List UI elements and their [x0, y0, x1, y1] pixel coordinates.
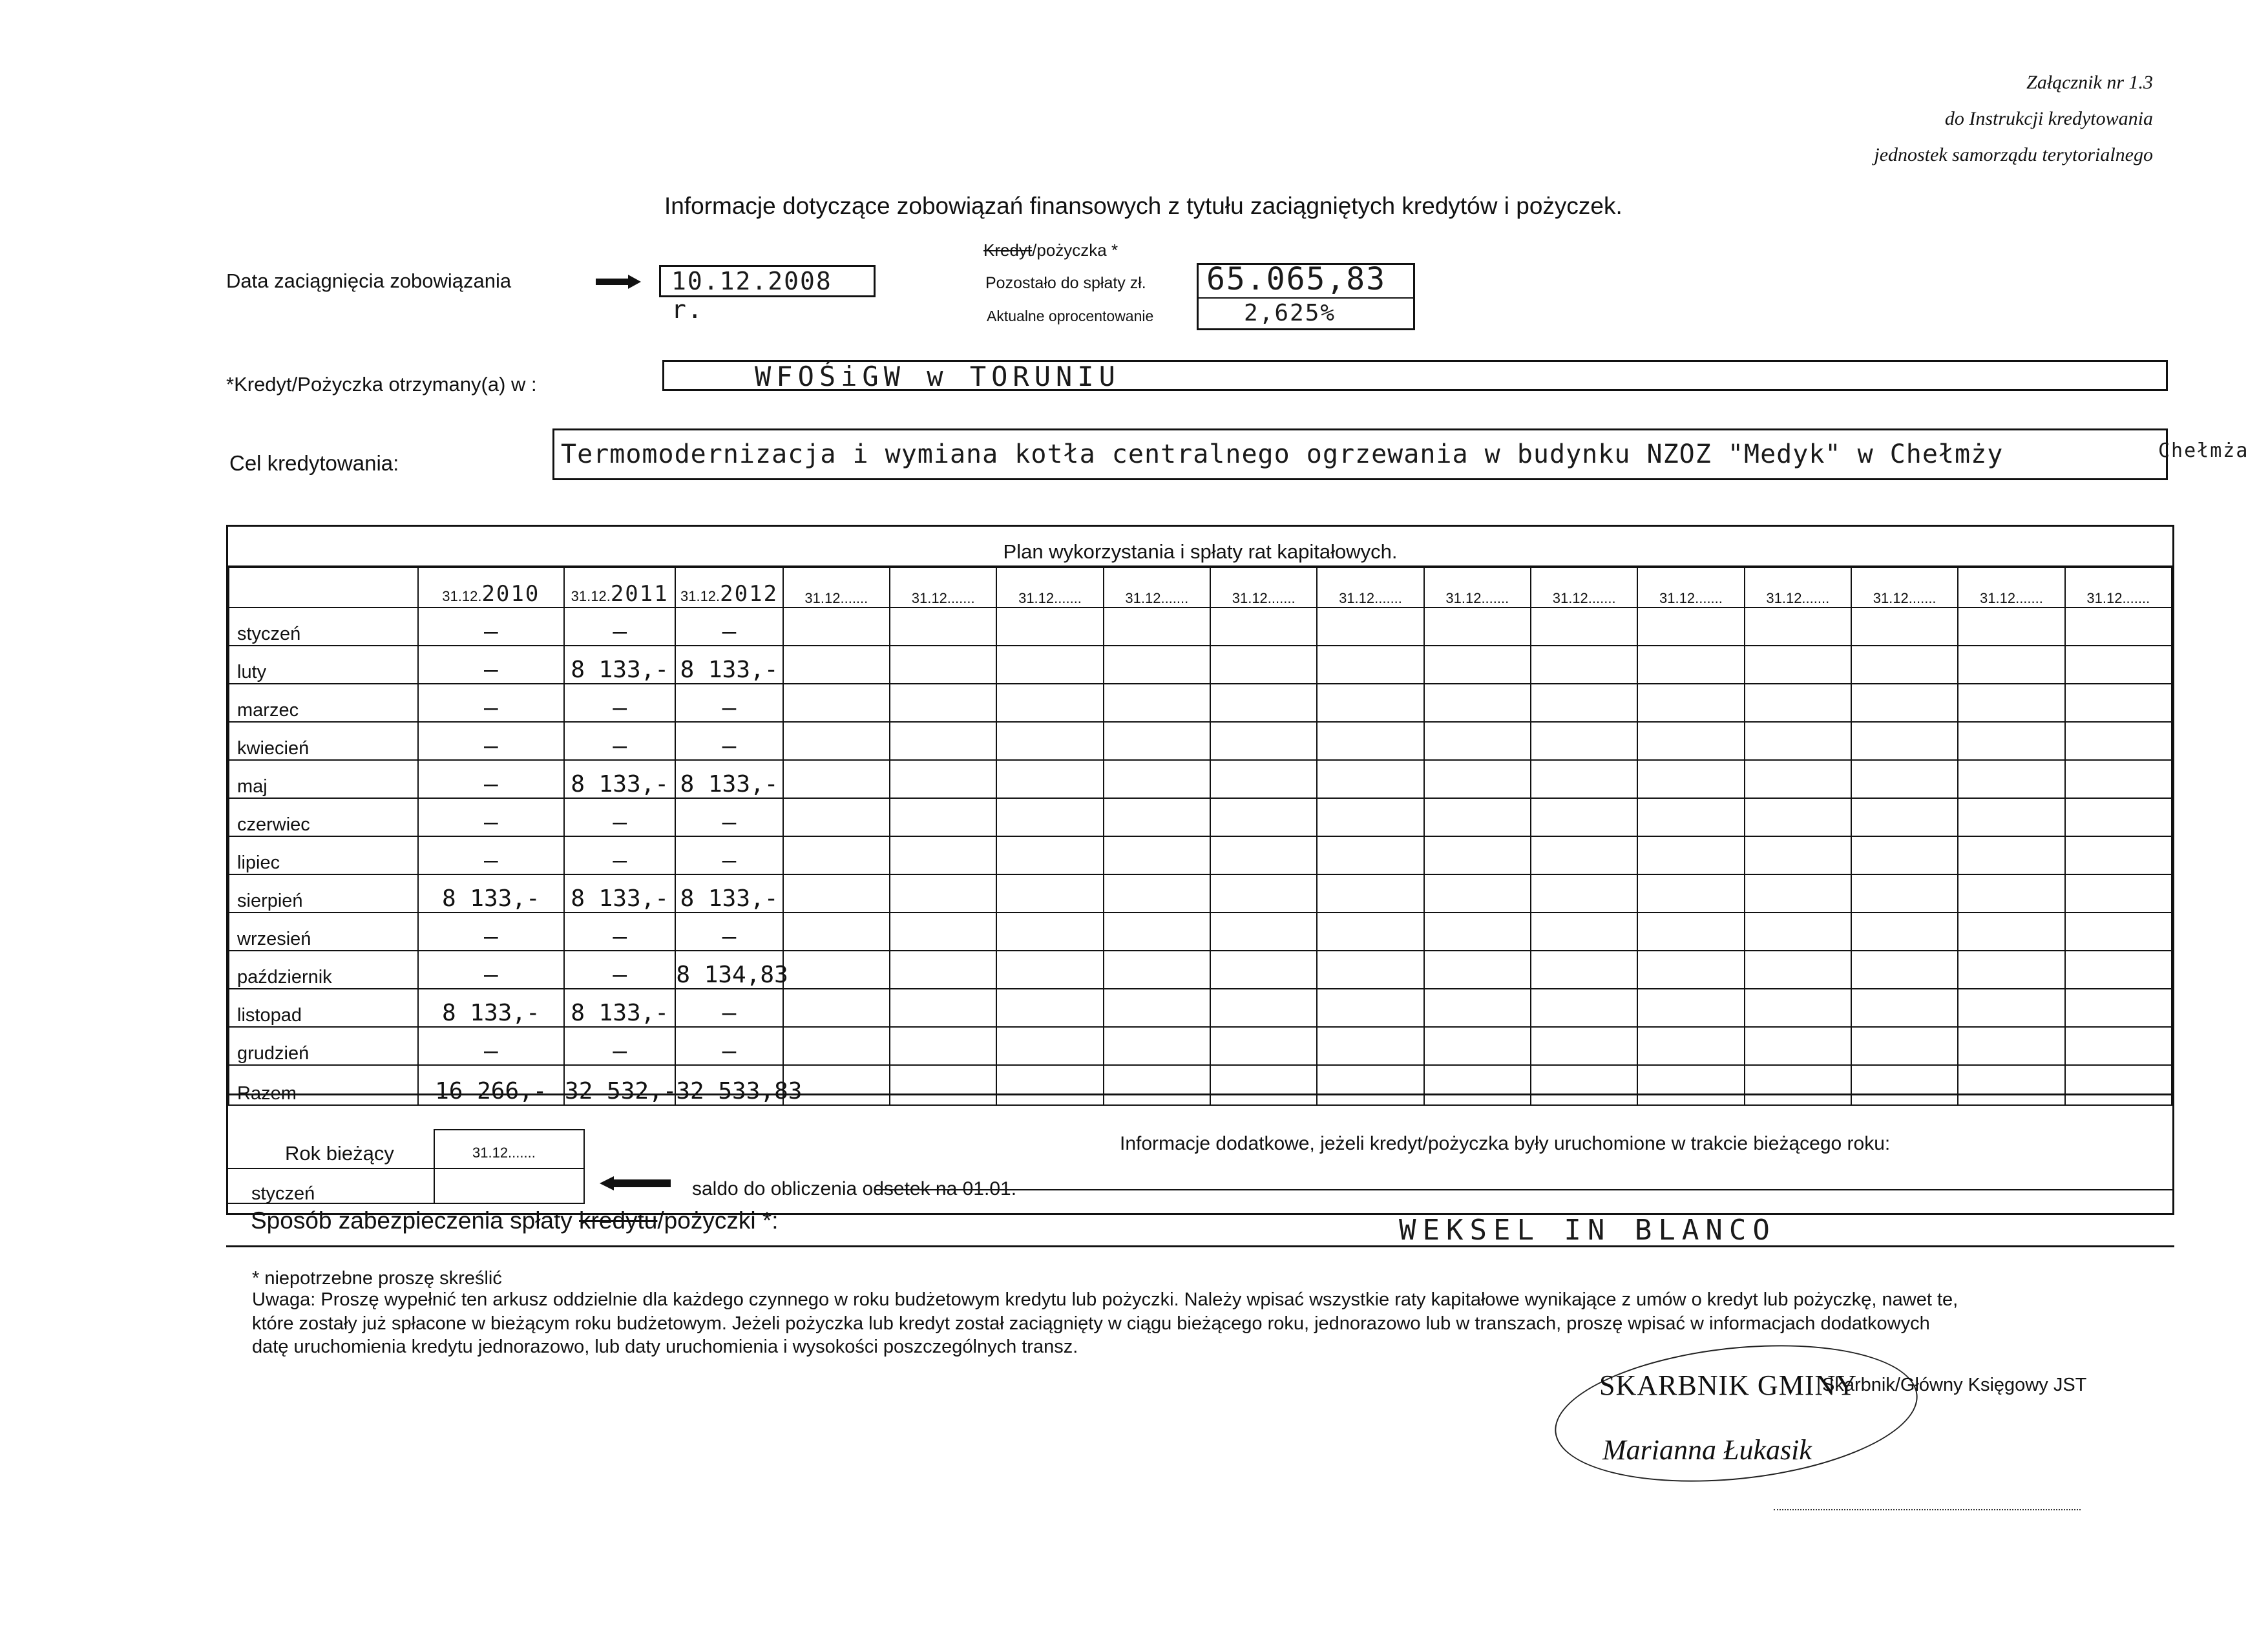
- total-cell: 16 266,-: [418, 1065, 564, 1105]
- security-label-suffix: /pożyczki *:: [657, 1207, 779, 1234]
- amount-cell: —: [675, 798, 782, 836]
- purpose-label: Cel kredytowania:: [229, 451, 399, 475]
- empty-cell: [1637, 760, 1744, 798]
- saldo-label: saldo do obliczenia odsetek na 01.01.: [692, 1178, 1017, 1199]
- amount-cell: 8 133,-: [675, 646, 782, 684]
- empty-cell: [1745, 836, 1851, 874]
- empty-cell: [996, 836, 1103, 874]
- empty-cell: [1958, 722, 2064, 760]
- empty-cell: [1104, 913, 1210, 951]
- empty-cell: [890, 760, 996, 798]
- current-year-label-cell: [228, 1129, 435, 1169]
- empty-cell: [1531, 1027, 1637, 1065]
- empty-cell: [1958, 798, 2064, 836]
- empty-cell: [1531, 874, 1637, 913]
- current-year-date: 31.12.......: [472, 1145, 536, 1161]
- year-header: [675, 567, 782, 607]
- empty-cell: [1531, 722, 1637, 760]
- month-label: sierpień: [229, 874, 418, 913]
- footnote-remark-2: które zostały już spłacone w bieżącym roku budżetowym. Jeżeli pożyczka lub kredyt został zaciągnięty w ciągu bieżącego roku, jednorazowo lub w transzach, proszę wpisać w informacjach dodatkowych: [252, 1313, 1930, 1334]
- purpose-value: Termomodernizacja i wymiana kotła centralnego ogrzewania w budynku NZOZ "Medyk" w Chełmży: [561, 439, 2004, 469]
- year-header-empty: 31.12.......: [1637, 567, 1744, 607]
- empty-cell: [1531, 951, 1637, 989]
- amount-cell: —: [564, 836, 675, 874]
- amount-cell: 8 133,-: [418, 989, 564, 1027]
- amount-cell: —: [675, 722, 782, 760]
- empty-cell: [1958, 646, 2064, 684]
- month-label: czerwiec: [229, 798, 418, 836]
- empty-cell: [1531, 646, 1637, 684]
- empty-cell: [2065, 722, 2172, 760]
- amount-cell: 8 133,-: [675, 874, 782, 913]
- year-header-empty: 31.12.......: [1317, 567, 1423, 607]
- empty-cell: [1851, 913, 1958, 951]
- table-row: [229, 684, 2172, 722]
- footnote-remark-3: datę uruchomienia kredytu jednorazowo, lub daty uruchomienia i wysokości poszczególnych transz.: [252, 1336, 1078, 1357]
- empty-cell: [890, 836, 996, 874]
- purpose-field[interactable]: [552, 428, 2168, 480]
- empty-cell: [2065, 1027, 2172, 1065]
- empty-cell: [1317, 951, 1423, 989]
- empty-cell: [996, 722, 1103, 760]
- month-label: grudzień: [229, 1027, 418, 1065]
- signature-line: [1774, 1509, 2081, 1510]
- table-row: [229, 607, 2172, 646]
- empty-cell: [1851, 951, 1958, 989]
- empty-cell: [1210, 646, 1317, 684]
- empty-cell: [890, 607, 996, 646]
- interest-value: 2,625%: [1244, 300, 1336, 326]
- empty-cell: [1851, 760, 1958, 798]
- empty-cell: [1317, 760, 1423, 798]
- purpose-overflow: Chełmża: [2158, 439, 2249, 462]
- date-field[interactable]: [659, 265, 876, 324]
- empty-cell: [1531, 913, 1637, 951]
- empty-cell: [1424, 646, 1531, 684]
- amount-cell: 8 133,-: [564, 989, 675, 1027]
- empty-cell: [890, 913, 996, 951]
- current-year-saldo-cell[interactable]: [434, 1168, 585, 1204]
- amount-cell: 8 133,-: [564, 760, 675, 798]
- amount-cell: —: [564, 913, 675, 951]
- year-value: 2011: [610, 581, 669, 607]
- month-label: luty: [229, 646, 418, 684]
- current-year-date-cell[interactable]: [434, 1129, 585, 1169]
- empty-cell: [1745, 989, 1851, 1027]
- year-header: [564, 567, 675, 607]
- empty-cell: [996, 646, 1103, 684]
- amount-cell: —: [675, 607, 782, 646]
- signature-scribble: [1548, 1329, 1924, 1498]
- month-label: maj: [229, 760, 418, 798]
- empty-cell: [1104, 646, 1210, 684]
- empty-cell: [1958, 684, 2064, 722]
- amount-cell: 8 133,-: [564, 646, 675, 684]
- empty-cell: [890, 684, 996, 722]
- amount-cell: —: [418, 1027, 564, 1065]
- empty-cell: [783, 760, 890, 798]
- empty-cell: [1531, 684, 1637, 722]
- empty-cell: [996, 607, 1103, 646]
- amount-cell: —: [564, 722, 675, 760]
- empty-cell: [2065, 951, 2172, 989]
- empty-cell: [996, 874, 1103, 913]
- empty-cell: [1317, 607, 1423, 646]
- empty-cell: [1745, 684, 1851, 722]
- year-header-row: [229, 567, 2172, 607]
- empty-cell: [1210, 760, 1317, 798]
- empty-cell: [2065, 684, 2172, 722]
- empty-cell: [890, 798, 996, 836]
- empty-cell: [996, 989, 1103, 1027]
- corner-cell: [229, 567, 418, 607]
- empty-cell: [1104, 607, 1210, 646]
- empty-cell: [1745, 951, 1851, 989]
- year-header-empty: 31.12.......: [1745, 567, 1851, 607]
- signature-label: Skarbnik/Główny Księgowy JST: [1822, 1375, 2087, 1395]
- empty-cell: [1637, 874, 1744, 913]
- empty-cell: [1637, 684, 1744, 722]
- empty-cell: [890, 989, 996, 1027]
- empty-cell: [1424, 684, 1531, 722]
- empty-cell: [783, 989, 890, 1027]
- table-row: [229, 951, 2172, 989]
- empty-cell: [1104, 1027, 1210, 1065]
- remaining-field[interactable]: [1197, 263, 1415, 330]
- empty-cell: [1851, 684, 1958, 722]
- empty-cell: [1851, 646, 1958, 684]
- stamp-title: SKARBNIK GMINY: [1599, 1369, 1858, 1401]
- empty-cell: [1104, 989, 1210, 1027]
- additional-info-rule: [874, 1189, 2172, 1190]
- additional-info: Informacje dodatkowe, jeżeli kredyt/pożyczka były uruchomione w trakcie bieżącego roku:: [1120, 1133, 1891, 1154]
- empty-cell: [1317, 1027, 1423, 1065]
- empty-cell: [1424, 760, 1531, 798]
- empty-cell: [1531, 836, 1637, 874]
- year-header: [418, 567, 564, 607]
- empty-cell: [1745, 607, 1851, 646]
- empty-cell: [1745, 874, 1851, 913]
- footnote-remark: Uwaga: Proszę wypełnić ten arkusz oddzielnie dla każdego czynnego w roku budżetowym kredytu lub pożyczki. Należy wpisać wszystkie raty kapitałowe wynikające z umów o kredyt lub pożyczkę, nawet te,: [252, 1289, 1958, 1310]
- amount-cell: —: [418, 722, 564, 760]
- attachment-scope: jednostek samorządu terytorialnego: [1874, 144, 2153, 165]
- empty-cell: [1317, 913, 1423, 951]
- footnote-strike-note: * niepotrzebne proszę skreślić: [252, 1268, 502, 1289]
- empty-cell: [1958, 1027, 2064, 1065]
- empty-cell: [890, 951, 996, 989]
- total-cell: 32 533,83: [675, 1065, 782, 1105]
- current-year-month-cell: [228, 1168, 435, 1204]
- stamp-name: Marianna Łukasik: [1602, 1434, 1812, 1466]
- empty-cell: [1637, 646, 1744, 684]
- empty-cell: [2065, 646, 2172, 684]
- empty-cell: [783, 951, 890, 989]
- table-row: [229, 798, 2172, 836]
- year-header-empty: 31.12.......: [783, 567, 890, 607]
- empty-cell: [1424, 607, 1531, 646]
- year-prefix: 31.12.: [571, 588, 611, 604]
- received-field[interactable]: [662, 360, 2168, 391]
- security-label-struck: kredytu: [579, 1207, 658, 1234]
- year-header-empty: 31.12.......: [2065, 567, 2172, 607]
- empty-cell: [996, 760, 1103, 798]
- empty-cell: [1637, 1027, 1744, 1065]
- security-label-prefix: Sposób zabezpieczenia spłaty: [251, 1207, 580, 1234]
- empty-cell: [1424, 722, 1531, 760]
- empty-cell: [1637, 798, 1744, 836]
- empty-cell: [1104, 760, 1210, 798]
- empty-cell: [996, 798, 1103, 836]
- empty-cell: [1317, 722, 1423, 760]
- empty-cell: [1851, 989, 1958, 1027]
- empty-cell: [1424, 874, 1531, 913]
- year-header-empty: 31.12.......: [1851, 567, 1958, 607]
- empty-cell: [783, 1027, 890, 1065]
- year-header-empty: 31.12.......: [1958, 567, 2064, 607]
- empty-cell: [1104, 798, 1210, 836]
- received-label: *Kredyt/Pożyczka otrzymany(a) w :: [226, 373, 537, 396]
- amount-cell: —: [675, 1027, 782, 1065]
- amount-cell: —: [675, 684, 782, 722]
- date-value: 10.12.2008 r.: [671, 267, 832, 324]
- table-row: [229, 836, 2172, 874]
- amount-cell: —: [564, 951, 675, 989]
- amount-cell: 8 133,-: [564, 874, 675, 913]
- empty-cell: [1104, 951, 1210, 989]
- date-label: Data zaciągnięcia zobowiązania: [226, 269, 512, 292]
- empty-cell: [1104, 874, 1210, 913]
- empty-cell: [783, 913, 890, 951]
- empty-cell: [1851, 836, 1958, 874]
- table-row: [229, 1027, 2172, 1065]
- received-value: WFOŚiGW w TORUNIU: [755, 361, 1120, 392]
- empty-cell: [1745, 1027, 1851, 1065]
- amount-cell: —: [418, 913, 564, 951]
- remaining-value: 65.065,83: [1206, 261, 1387, 297]
- empty-cell: [1637, 836, 1744, 874]
- amount-cell: —: [418, 951, 564, 989]
- total-cell: 32 532,-: [564, 1065, 675, 1105]
- empty-cell: [1424, 1027, 1531, 1065]
- empty-cell: [1958, 607, 2064, 646]
- empty-cell: [1958, 951, 2064, 989]
- empty-cell: [890, 1027, 996, 1065]
- month-label: marzec: [229, 684, 418, 722]
- empty-cell: [996, 1027, 1103, 1065]
- empty-cell: [1210, 874, 1317, 913]
- year-header-empty: 31.12.......: [1531, 567, 1637, 607]
- empty-cell: [1317, 874, 1423, 913]
- plan-title: Plan wykorzystania i spłaty rat kapitałowych.: [228, 527, 2172, 567]
- amount-cell: 8 133,-: [418, 874, 564, 913]
- empty-cell: [890, 722, 996, 760]
- amount-cell: —: [675, 913, 782, 951]
- year-header-empty: 31.12.......: [1210, 567, 1317, 607]
- table-row: [229, 989, 2172, 1027]
- amount-cell: —: [564, 684, 675, 722]
- empty-cell: [1210, 798, 1317, 836]
- empty-cell: [1424, 951, 1531, 989]
- security-value: WEKSEL IN BLANCO: [1399, 1214, 1776, 1247]
- empty-cell: [1637, 913, 1744, 951]
- empty-cell: [2065, 798, 2172, 836]
- loan-type-rest: /pożyczka *: [1032, 240, 1118, 260]
- empty-cell: [1104, 684, 1210, 722]
- empty-cell: [783, 798, 890, 836]
- empty-cell: [1210, 684, 1317, 722]
- empty-cell: [783, 874, 890, 913]
- empty-cell: [890, 874, 996, 913]
- table-row: [229, 722, 2172, 760]
- empty-cell: [783, 836, 890, 874]
- amount-cell: —: [675, 989, 782, 1027]
- year-value: 2010: [481, 581, 540, 607]
- empty-cell: [1745, 913, 1851, 951]
- year-prefix: 31.12.: [442, 588, 482, 604]
- empty-cell: [1210, 607, 1317, 646]
- table-row: [229, 760, 2172, 798]
- amount-cell: —: [418, 760, 564, 798]
- table-row: [229, 874, 2172, 913]
- empty-cell: [783, 722, 890, 760]
- year-header-empty: 31.12.......: [996, 567, 1103, 607]
- empty-cell: [1317, 798, 1423, 836]
- security-label: [251, 1207, 779, 1234]
- empty-cell: [783, 684, 890, 722]
- empty-cell: [1745, 646, 1851, 684]
- current-year-section: [226, 1095, 2174, 1215]
- arrow-left-icon: [600, 1176, 671, 1190]
- amount-cell: —: [418, 607, 564, 646]
- empty-cell: [2065, 836, 2172, 874]
- empty-cell: [996, 913, 1103, 951]
- empty-cell: [1531, 798, 1637, 836]
- empty-cell: [1637, 607, 1744, 646]
- month-label: listopad: [229, 989, 418, 1027]
- amount-cell: —: [564, 1027, 675, 1065]
- table-row: [229, 913, 2172, 951]
- loan-type: [983, 240, 1118, 260]
- empty-cell: [2065, 913, 2172, 951]
- current-year-month: styczeń: [251, 1183, 315, 1204]
- year-header-empty: 31.12.......: [890, 567, 996, 607]
- plan-table: [226, 525, 2174, 1104]
- empty-cell: [1531, 989, 1637, 1027]
- empty-cell: [1958, 760, 2064, 798]
- empty-cell: [1851, 874, 1958, 913]
- empty-cell: [1210, 722, 1317, 760]
- month-label: kwiecień: [229, 722, 418, 760]
- empty-cell: [1958, 989, 2064, 1027]
- amount-cell: —: [564, 798, 675, 836]
- empty-cell: [1958, 836, 2064, 874]
- amount-cell: —: [418, 646, 564, 684]
- empty-cell: [1424, 989, 1531, 1027]
- empty-cell: [996, 951, 1103, 989]
- year-header-empty: 31.12.......: [1104, 567, 1210, 607]
- attachment-number: Załącznik nr 1.3: [2026, 72, 2153, 93]
- empty-cell: [1210, 913, 1317, 951]
- month-label: październik: [229, 951, 418, 989]
- amount-cell: 8 133,-: [675, 760, 782, 798]
- empty-cell: [1851, 1027, 1958, 1065]
- empty-cell: [1317, 836, 1423, 874]
- empty-cell: [1637, 989, 1744, 1027]
- security-bottom-rule: [226, 1245, 2174, 1247]
- empty-cell: [1851, 607, 1958, 646]
- empty-cell: [1637, 951, 1744, 989]
- empty-cell: [1317, 684, 1423, 722]
- empty-cell: [1104, 836, 1210, 874]
- plan-grid: [228, 567, 2172, 1106]
- empty-cell: [1210, 836, 1317, 874]
- document-title: Informacje dotyczące zobowiązań finansowych z tytułu zaciągniętych kredytów i pożyczek.: [664, 193, 1622, 219]
- empty-cell: [2065, 607, 2172, 646]
- amount-cell: 8 134,83: [675, 951, 782, 989]
- empty-cell: [1958, 913, 2064, 951]
- remaining-label: Pozostało do spłaty zł.: [985, 274, 1146, 292]
- empty-cell: [1210, 989, 1317, 1027]
- empty-cell: [1637, 722, 1744, 760]
- empty-cell: [1745, 798, 1851, 836]
- empty-cell: [2065, 989, 2172, 1027]
- empty-cell: [1317, 646, 1423, 684]
- empty-cell: [1958, 874, 2064, 913]
- empty-cell: [2065, 760, 2172, 798]
- arrow-right-icon: [596, 275, 641, 289]
- empty-cell: [1317, 989, 1423, 1027]
- table-row: [229, 646, 2172, 684]
- interest-label: Aktualne oprocentowanie: [987, 308, 1154, 324]
- year-header-empty: 31.12.......: [1424, 567, 1531, 607]
- empty-cell: [2065, 874, 2172, 913]
- amount-cell: —: [418, 798, 564, 836]
- amount-cell: —: [418, 684, 564, 722]
- empty-cell: [783, 646, 890, 684]
- month-label: wrzesień: [229, 913, 418, 951]
- empty-cell: [1210, 951, 1317, 989]
- empty-cell: [1745, 760, 1851, 798]
- empty-cell: [996, 684, 1103, 722]
- amount-cell: —: [564, 607, 675, 646]
- total-label: Razem: [229, 1065, 418, 1105]
- empty-cell: [783, 607, 890, 646]
- empty-cell: [1424, 836, 1531, 874]
- empty-cell: [1745, 722, 1851, 760]
- empty-cell: [1210, 1027, 1317, 1065]
- empty-cell: [1424, 798, 1531, 836]
- empty-cell: [1531, 607, 1637, 646]
- amount-cell: —: [418, 836, 564, 874]
- empty-cell: [1104, 722, 1210, 760]
- attachment-instruction: do Instrukcji kredytowania: [1944, 108, 2153, 129]
- empty-cell: [1531, 760, 1637, 798]
- month-label: styczeń: [229, 607, 418, 646]
- amount-cell: —: [675, 836, 782, 874]
- empty-cell: [1424, 913, 1531, 951]
- month-label: lipiec: [229, 836, 418, 874]
- empty-cell: [890, 646, 996, 684]
- empty-cell: [1851, 722, 1958, 760]
- attachment-header: [1874, 65, 2153, 173]
- loan-type-struck: Kredyt: [983, 240, 1033, 260]
- current-year-label: Rok bieżący: [285, 1142, 394, 1165]
- year-prefix: 31.12.: [680, 588, 720, 604]
- year-value: 2012: [720, 581, 779, 607]
- empty-cell: [1851, 798, 1958, 836]
